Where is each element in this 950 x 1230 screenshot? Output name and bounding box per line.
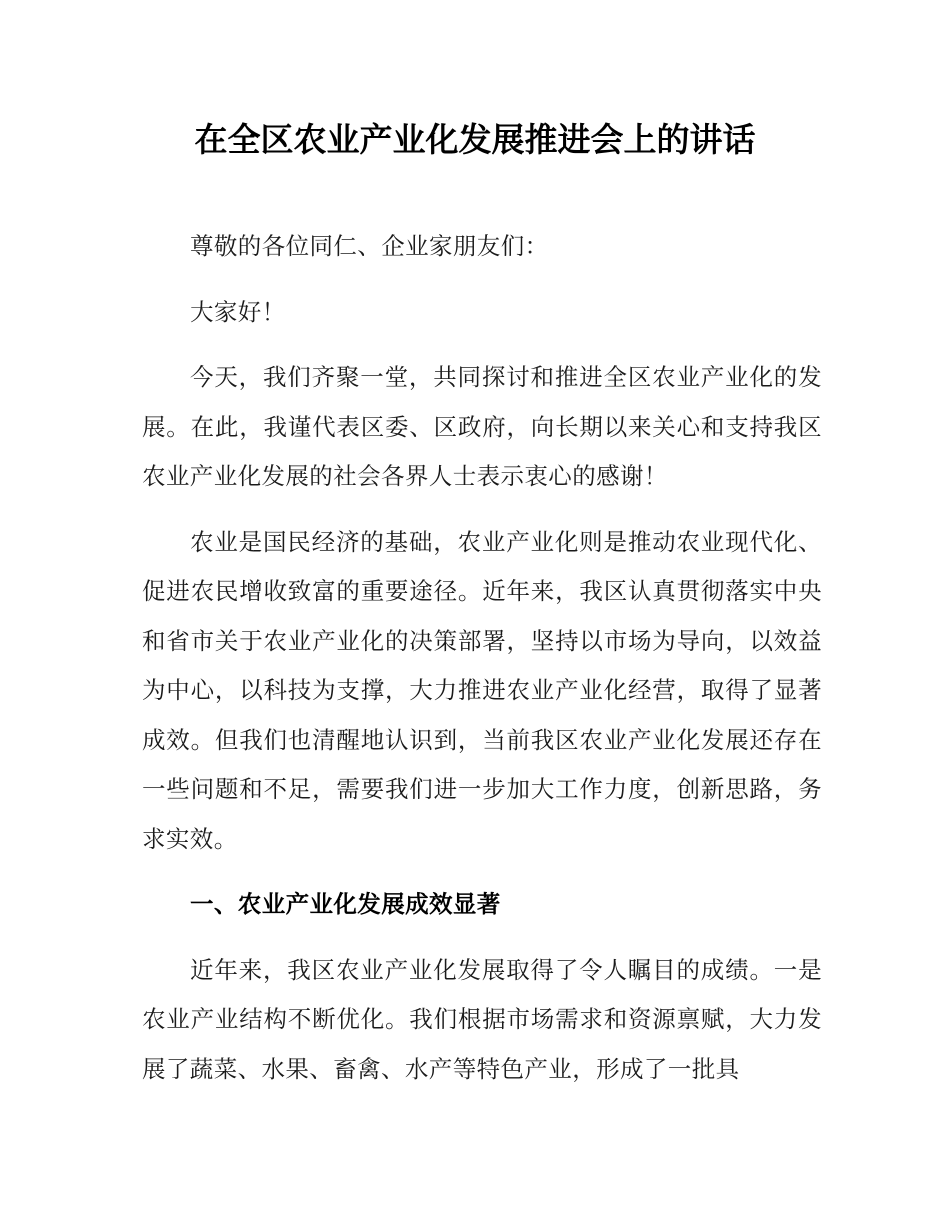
section-heading-1: 一、农业产业化发展成效显著 [190,890,501,918]
paragraph-intro: 今天，我们齐聚一堂，共同探讨和推进全区农业产业化的发展。在此，我谨代表区委、区政府，向长期以来关心和支持我区农业产业化发展的社会各界人士表示衷心的感谢！ [142,363,822,490]
document-title: 在全区农业产业化发展推进会上的讲话 [194,120,756,159]
paragraph-background: 农业是国民经济的基础，农业产业化则是推动农业现代化、促进农民增收致富的重要途径。近年来，我区认真贯彻落实中央和省市关于农业产业化的决策部署，坚持以市场为导向，以效益为中心，以科技为支撑，大力推进农业产业化经营，取得了显著成效。但我们也清醒地认识到，当前我区农业产业化发展还存在一些问题和不足，需要我们进一步加大工作力度，创新思路，务求实效。 [142,527,822,853]
hello-line: 大家好！ [190,297,286,326]
document-body [142,222,822,1110]
paragraph-achievements: 近年来，我区农业产业化发展取得了令人瞩目的成绩。一是农业产业结构不断优化。我们根据市场需求和资源禀赋，大力发展了蔬菜、水果、畜禽、水产等特色产业，形成了一批具 [142,955,822,1083]
greeting-line: 尊敬的各位同仁、企业家朋友们： [190,232,549,260]
